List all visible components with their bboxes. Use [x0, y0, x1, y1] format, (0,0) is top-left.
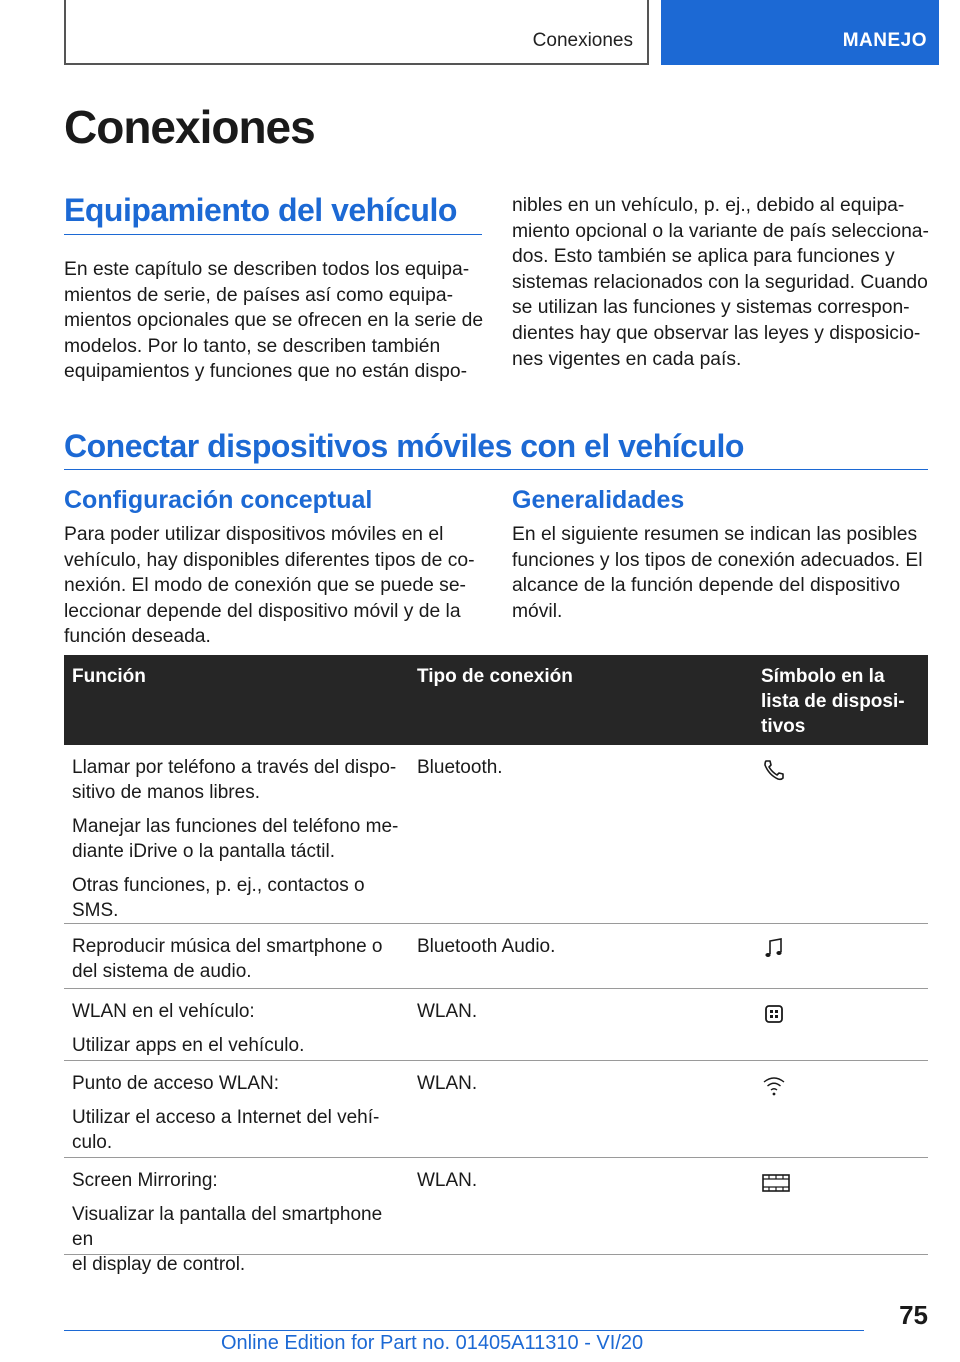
- text-line: nexión. El modo de conexión que se puede se‐: [64, 575, 466, 597]
- text-line: se utilizan las funciones y sistemas correspon‐: [512, 297, 910, 319]
- cell-paragraph: Screen Mirroring:: [72, 1170, 218, 1191]
- cell-conexion: WLAN.: [417, 1170, 478, 1191]
- table-header-row: [64, 655, 928, 745]
- table-row: [64, 989, 928, 1061]
- text-line: mientos opcionales que se ofrecen en la serie de: [64, 310, 484, 332]
- generalidades-text: [512, 522, 932, 624]
- section-rule: [64, 234, 482, 235]
- section-heading-conectar: Conectar dispositivos móviles con el vehículo: [64, 428, 744, 464]
- cell-conexion: WLAN.: [417, 1001, 478, 1022]
- cell-funcion: [64, 745, 409, 923]
- screen-mirroring-icon: [761, 1170, 791, 1196]
- text-line: alcance de la función depende del dispositivo: [512, 575, 901, 597]
- apps-icon: [761, 1001, 787, 1027]
- table-header-tipo: Tipo de conexión: [417, 666, 573, 687]
- table-row: [64, 745, 928, 924]
- text-line: función deseada.: [64, 626, 211, 648]
- text-line: nibles en un vehículo, p. ej., debido al equipa‐: [512, 195, 905, 216]
- header-section-label: Conexiones: [532, 30, 633, 51]
- text-line: leccionar depende del dispositivo móvil y de la: [64, 600, 461, 622]
- footer-edition: Online Edition for Part no. 01405A11310 - VI/20: [221, 1332, 644, 1354]
- cell-simbolo: [753, 989, 928, 1060]
- subheading-generalidades: Generalidades: [512, 486, 685, 514]
- text-line: Para poder utilizar dispositivos móviles en el: [64, 524, 444, 545]
- phone-icon: [761, 757, 787, 783]
- table-row: [64, 1061, 928, 1158]
- cell-conexion: WLAN.: [417, 1073, 478, 1094]
- text-line: nes vigentes en cada país.: [512, 348, 742, 370]
- cell-paragraph: Utilizar el acceso a Internet del vehí‐ culo.: [72, 1107, 380, 1153]
- page-number: 75: [899, 1300, 928, 1330]
- text-line: equipamientos y funciones que no están dispo‐: [64, 361, 468, 383]
- cell-paragraph: WLAN en el vehículo:: [72, 1001, 255, 1022]
- section-rule: [64, 469, 928, 470]
- text-line: miento opcional o la variante de país selecciona‐: [512, 220, 929, 242]
- text-line: sistemas relacionados con la seguridad. Cuando: [512, 271, 928, 293]
- wifi-icon: [761, 1073, 787, 1099]
- cell-paragraph: Reproducir música del smartphone o del sistema de audio.: [72, 936, 383, 982]
- configuracion-text: [64, 522, 484, 650]
- text-line: móvil.: [512, 600, 563, 622]
- cell-funcion: [64, 1158, 409, 1275]
- header-line: Símbolo en la: [761, 666, 885, 687]
- text-line: mientos de serie, de países así como equipa‐: [64, 284, 454, 306]
- cell-paragraph: Llamar por teléfono a través del dispo‐ sitivo de manos libres.: [72, 757, 397, 803]
- cell-conexion: Bluetooth.: [417, 757, 503, 778]
- cell-paragraph: Manejar las funciones del teléfono me‐ diante iDrive o la pantalla táctil.: [72, 816, 399, 862]
- connections-table: [64, 655, 928, 1275]
- music-note-icon: [761, 936, 787, 962]
- header-line: tivos: [761, 716, 806, 737]
- cell-conexion: Bluetooth Audio.: [417, 936, 556, 957]
- cell-simbolo: [753, 924, 928, 988]
- table-row: [64, 924, 928, 989]
- equipamiento-text-right: [512, 193, 932, 372]
- section-heading-equipamiento: Equipamiento del vehículo: [64, 192, 457, 228]
- cell-simbolo: [753, 1158, 928, 1254]
- page-title: Conexiones: [64, 101, 315, 153]
- text-line: modelos. Por lo tanto, se describen también: [64, 335, 441, 357]
- cell-paragraph: Visualizar la pantalla del smartphone en el display de control.: [72, 1204, 383, 1275]
- table-header-funcion: Función: [72, 666, 146, 687]
- cell-funcion: [64, 924, 409, 988]
- subheading-configuracion: Configuración conceptual: [64, 486, 373, 514]
- text-line: dientes hay que observar las leyes y disposicio‐: [512, 322, 921, 344]
- header-chapter-label: MANEJO: [842, 30, 927, 51]
- footer-rule: [64, 1330, 864, 1331]
- cell-funcion: [64, 989, 409, 1060]
- cell-paragraph: Punto de acceso WLAN:: [72, 1073, 279, 1094]
- table-row: [64, 1158, 928, 1275]
- cell-simbolo: [753, 745, 928, 923]
- cell-paragraph: Otras funciones, p. ej., contactos o SMS.: [72, 875, 365, 921]
- cell-funcion: [64, 1061, 409, 1157]
- header-section-box: [64, 0, 649, 65]
- text-line: dos. Esto también se aplica para funciones y: [512, 246, 895, 268]
- header-line: lista de disposi‐: [761, 691, 905, 712]
- text-line: En el siguiente resumen se indican las posibles: [512, 524, 918, 545]
- text-line: En este capítulo se describen todos los equipa‐: [64, 259, 470, 280]
- equipamiento-text-left: [64, 257, 484, 385]
- cell-paragraph: Utilizar apps en el vehículo.: [72, 1035, 305, 1056]
- cell-simbolo: [753, 1061, 928, 1157]
- table-header-simbolo: [753, 655, 928, 745]
- text-line: vehículo, hay disponibles diferentes tipos de co‐: [64, 549, 475, 571]
- text-line: funciones y los tipos de conexión adecuados. El: [512, 549, 923, 571]
- header-chapter-tab[interactable]: [661, 0, 939, 65]
